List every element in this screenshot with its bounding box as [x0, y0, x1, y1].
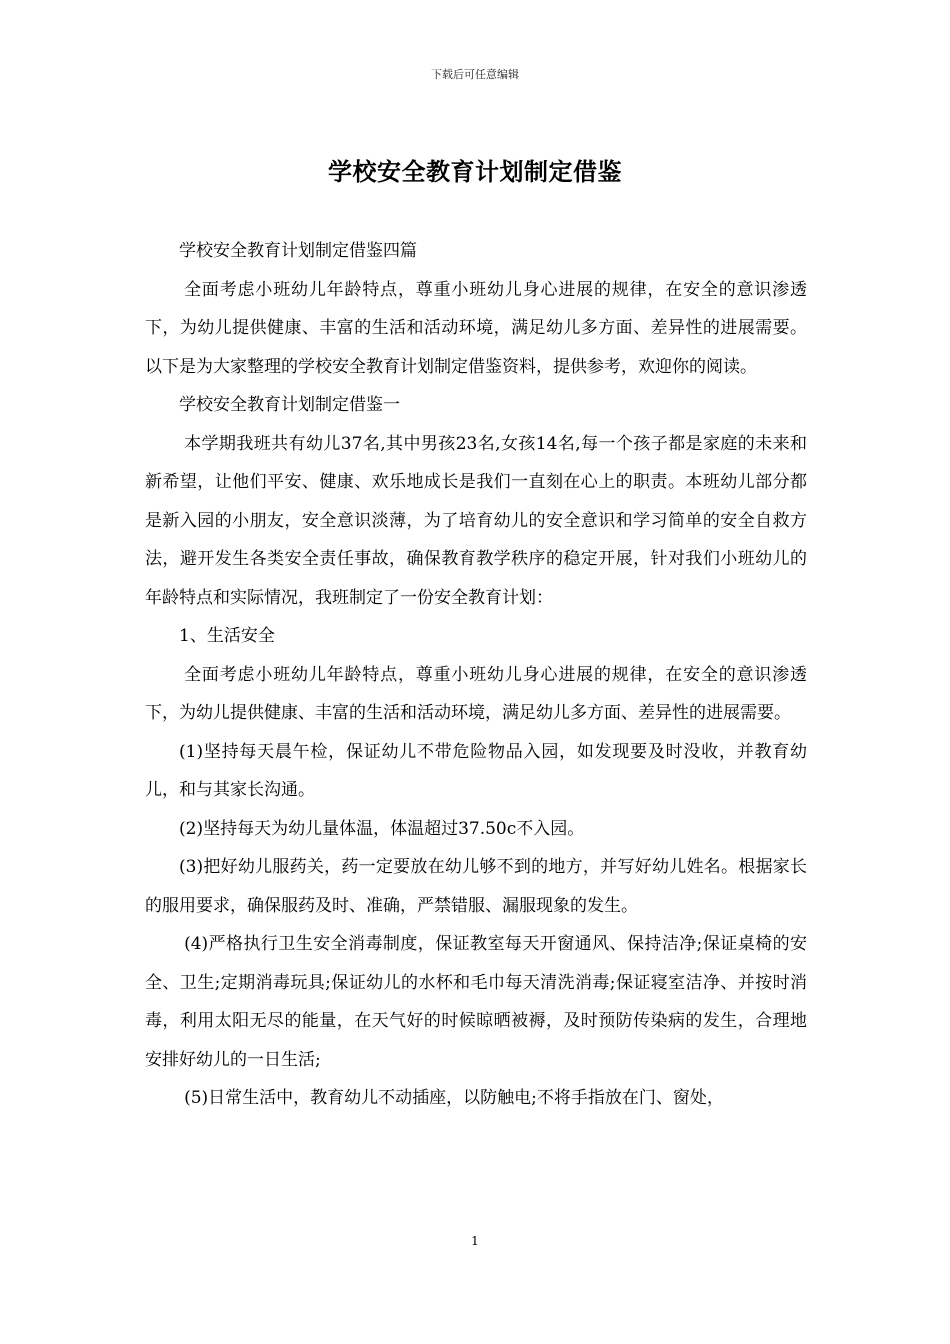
paragraph-item-3: (3)把好幼儿服药关，药一定要放在幼儿够不到的地方，并写好幼儿姓名。根据家长的服用要求，确保服药及时、准确，严禁错服、漏服现象的发生。 [145, 857, 807, 916]
paragraph-item-2: (2)坚持每天为幼儿量体温，体温超过37.50c不入园。 [179, 818, 585, 839]
paragraph-section-heading: 学校安全教育计划制定借鉴一 [179, 395, 400, 415]
document-title: 学校安全教育计划制定借鉴 [328, 157, 622, 186]
header-note: 下载后可任意编辑 [431, 68, 519, 81]
paragraph-intro: 全面考虑小班幼儿年龄特点，尊重小班幼儿身心进展的规律，在安全的意识渗透下，为幼儿提供健康、丰富的生活和活动环境，满足幼儿多方面、差异性的进展需要。以下是为大家整理的学校安全教育计划制定借鉴资料，提供参考，欢迎你的阅读。 [145, 279, 807, 377]
paragraph-item-4: (4)严格执行卫生安全消毒制度，保证教室每天开窗通风、保持洁净;保证桌椅的安全、卫生;定期消毒玩具;保证幼儿的水杯和毛巾每天清洗消毒;保证寝室洁净、并按时消毒，利用太阳无尽的能量，在天气好的时候晾晒被褥，及时预防传染病的发生，合理地安排好幼儿的一日生活; [145, 934, 807, 1070]
paragraph-life-safety-heading: 1、生活安全 [179, 626, 275, 646]
document-body [145, 232, 807, 1118]
paragraph-life-safety-intro: 全面考虑小班幼儿年龄特点，尊重小班幼儿身心进展的规律，在安全的意识渗透下，为幼儿提供健康、丰富的生活和活动环境，满足幼儿多方面、差异性的进展需要。 [145, 664, 807, 723]
paragraph-item-1: (1)坚持每天晨午检，保证幼儿不带危险物品入园，如发现要及时没收，并教育幼儿，和与其家长沟通。 [145, 741, 807, 800]
page-number: 1 [471, 1234, 479, 1248]
paragraph-subtitle: 学校安全教育计划制定借鉴四篇 [179, 241, 417, 261]
paragraph-class-overview: 本学期我班共有幼儿37名,其中男孩23名,女孩14名,每一个孩子都是家庭的未来和新希望，让他们平安、健康、欢乐地成长是我们一直刻在心上的职责。本班幼儿部分都是新入园的小朋友，安全意识淡薄，为了培育幼儿的安全意识和学习简单的安全自救方法，避开发生各类安全责任事故，确保教育教学秩序的稳定开展，针对我们小班幼儿的年龄特点和实际情况，我班制定了一份安全教育计划： [145, 433, 807, 608]
paragraph-item-5: (5)日常生活中，教育幼儿不动插座，以防触电;不将手指放在门、窗处， [184, 1088, 724, 1108]
